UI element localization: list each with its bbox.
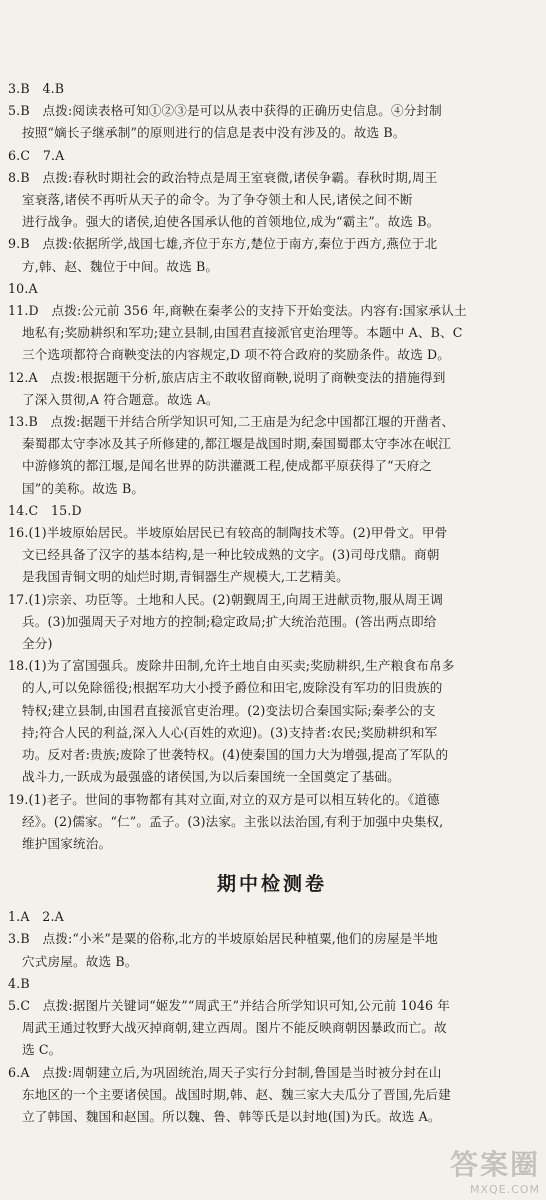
answer-line: 5.C 点拨:据图片关键词“姬发”“周武王”并结合所学知识可知,公元前 1046 年	[8, 997, 451, 1013]
watermark-text: 答案圈	[449, 1148, 540, 1181]
answer-line: 立了韩国、魏国和赵国。所以魏、鲁、韩等氏是以封地(国)为氏。故选 A。	[22, 1108, 441, 1124]
answer-line: 按照“嫡长子继承制”的原则进行的信息是表中没有涉及的。故选 B。	[22, 125, 406, 141]
answer-line: 兵。(3)加强周天子对地方的控制;稳定政局;扩大统治范围。(答出两点即给	[22, 613, 437, 629]
answer-line: 1.A 2.A	[8, 909, 64, 925]
answer-line: 3.B 点拨:“小米”是粟的俗称,北方的半坡原始居民种植粟,他们的房屋是半地	[8, 931, 438, 947]
answer-line: 周武王通过牧野大战灭掉商朝,建立西周。图片不能反映商朝因暴政而亡。故	[22, 1020, 447, 1036]
answer-line: 的人,可以免除徭役;根据军功大小授予爵位和田宅,废除没有军功的旧贵族的	[22, 680, 443, 696]
answer-line: 5.B 点拨:阅读表格可知①②③是可以从表中获得的正确历史信息。④分封制	[8, 103, 442, 119]
answer-line: 是我国青铜文明的灿烂时期,青铜器生产规模大,工艺精美。	[22, 569, 349, 585]
answer-line: 经》。(2)儒家。“仁”。孟子。(3)法家。主张以法治国,有利于加强中央集权,	[22, 813, 444, 829]
answer-line: 进行战争。强大的诸侯,迫使各国承认他的首领地位,成为“霸主”。故选 B。	[22, 214, 440, 230]
answer-line: 8.B 点拨:春秋时期社会的政治特点是周王室衰微,诸侯争霸。春秋时期,周王	[8, 169, 438, 185]
watermark-logo	[450, 1143, 540, 1196]
answer-line: 18.(1)为了富国强兵。废除井田制,允许土地自由买卖;奖励耕织,生产粮食布帛多	[8, 658, 455, 674]
watermark-url: MXQE.COM	[470, 1183, 540, 1196]
answer-line: 17.(1)宗亲、功臣等。土地和人民。(2)朝觐周王,向周王进献贡物,服从周王调	[8, 591, 443, 607]
answer-line: 3.B 4.B	[8, 81, 65, 96]
answer-line: 功。反对者:贵族;废除了世袭特权。(4)使秦国的国力大为增强,提高了军队的	[22, 747, 449, 763]
answer-line: 6.C 7.A	[8, 147, 65, 163]
answer-line: 12.A 点拨:根据题干分析,旅店店主不敢收留商鞅,说明了商鞅变法的措施得到	[8, 369, 446, 385]
answer-line: 国”的美称。故选 B。	[22, 480, 145, 496]
answer-line: 了深入贯彻,A 符合题意。故选 A。	[22, 391, 219, 407]
answer-line: 4.B	[8, 975, 30, 991]
answer-line: 维护国家统治。	[22, 835, 112, 851]
answer-line: 16.(1)半坡原始居民。半坡原始居民已有较高的制陶技术等。(2)甲骨文。甲骨	[8, 525, 448, 541]
answer-line: 10.A	[8, 280, 38, 296]
answer-line: 持;符合人民的利益,深入人心(百姓的欢迎)。(3)支持者:农民;奖励耕织和军	[22, 724, 438, 740]
answer-line: 战斗力,一跃成为最强盛的诸侯国,为以后秦国统一全国奠定了基础。	[22, 769, 400, 785]
answer-line: 19.(1)老子。世间的事物都有其对立面,对立的双方是可以相互转化的。《道德	[8, 791, 440, 807]
answer-line: 13.B 点拨:据题干并结合所学知识可知,二王庙是为纪念中国都江堰的开凿者、	[8, 414, 455, 430]
answer-line: 11.D 点拨:公元前 356 年,商鞅在秦孝公的支持下开始变法。内容有:国家承认土	[8, 303, 467, 319]
answer-line: 选 C。	[22, 1042, 62, 1058]
answer-line: 地私有;奖励耕织和军功;建立县制,由国君直接派官吏治理等。本题中 A、B、C	[22, 325, 463, 341]
answer-line: 室衰落,诸侯不再听从天子的命令。为了争夺领土和人民,诸侯之间不断	[22, 192, 413, 208]
answer-line: 秦蜀郡太守李冰及其子所修建的,都江堰是战国时期,秦国蜀郡太守李冰在岷江	[22, 436, 451, 452]
answer-page	[8, 78, 536, 1128]
answer-line: 三个选项都符合商鞅变法的内容规定,D 项不符合政府的奖励条件。故选 D。	[22, 347, 451, 363]
answer-line: 东地区的一个主要诸侯国。战国时期,韩、赵、魏三家大夫瓜分了晋国,先后建	[22, 1086, 451, 1102]
answer-line: 中游修筑的都江堰,是闻名世界的防洪灌溉工程,使成都平原获得了“天府之	[22, 458, 432, 474]
answer-line: 特权;建立县制,由国君直接派官吏治理。(2)变法切合秦国实际;秦孝公的支	[22, 702, 436, 718]
answer-line: 6.A 点拨:周朝建立后,为巩固统治,周天子实行分封制,鲁国是当时被分封在山	[8, 1064, 442, 1080]
answers-section-2	[8, 906, 536, 1128]
answers-section-1	[8, 78, 536, 855]
answer-line: 文已经具备了汉字的基本结构,是一种比较成熟的文字。(3)司母戊鼎。商朝	[22, 547, 440, 563]
answer-line: 方,韩、赵、魏位于中间。故选 B。	[22, 258, 219, 274]
section-title: 期中检测卷	[216, 873, 327, 896]
answer-line: 全分)	[22, 636, 53, 652]
answer-line: 穴式房屋。故选 B。	[22, 953, 138, 969]
answer-line: 9.B 点拨:依据所学,战国七雄,齐位于东方,楚位于南方,秦位于西方,燕位于北	[8, 236, 438, 252]
answer-line: 14.C 15.D	[8, 502, 82, 518]
